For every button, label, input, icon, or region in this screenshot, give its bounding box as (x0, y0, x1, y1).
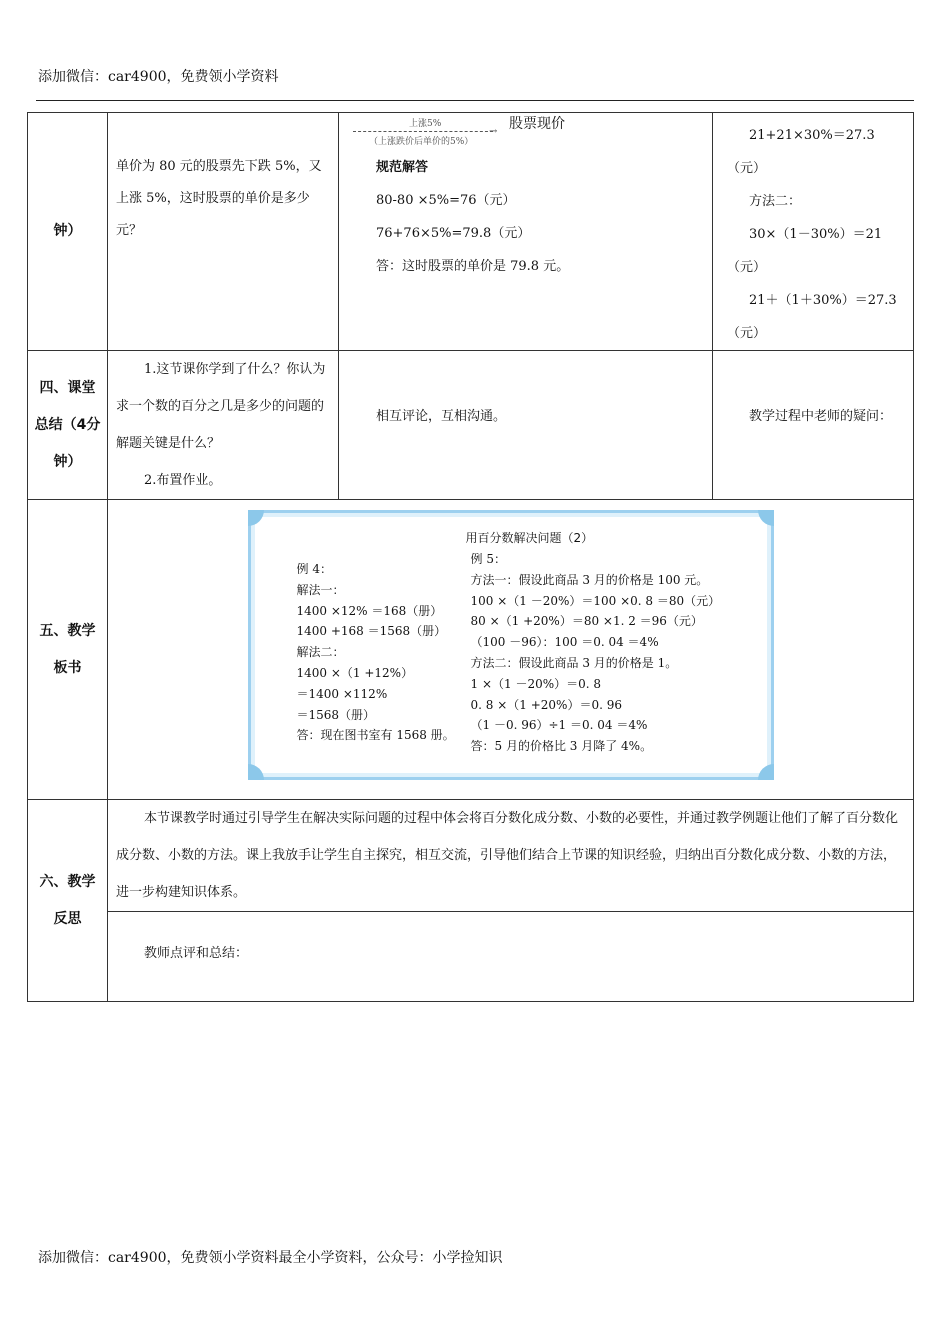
board-line: 100 ×（1 －20%）＝100 ×0. 8 ＝80（元） (470, 593, 721, 608)
board-line: ＝1568（册） (296, 707, 376, 722)
label-line: 板书 (53, 659, 82, 676)
arrow-bottom-label: （上涨跌价后单价的5%） (369, 137, 474, 147)
student-activity: 相互评论，互相沟通。 (376, 409, 507, 424)
reflection-cell (108, 800, 914, 912)
row2-label (28, 351, 108, 500)
corner-ornament (248, 764, 264, 780)
board-line: 1400 ×（1 +12%） (296, 665, 414, 680)
reflection-text: 本节课教学时通过引导学生在解决实际问题的过程中体会将百分数化成分数、小数的必要性，并通过教学例题让他们了解了百分数化成分数、小数的方法。课上我放手让学生自主探究，相互交流，引导他们结合上节课的知识经验，归纳出百分数化成分数、小数的方法，进一步构建知识体系。 (116, 811, 899, 900)
teacher-question: 教学过程中老师的疑问： (749, 409, 893, 424)
row1-col3 (713, 113, 914, 351)
board-line: （1 －0. 96）÷1 ＝0. 04 ＝4% (470, 718, 648, 733)
table-row (28, 500, 914, 800)
board-line: 解法一： (296, 582, 345, 597)
board-line: （100 －96）：100 ＝0. 04 ＝4% (470, 635, 659, 650)
solution-heading: 规范解答 (376, 160, 429, 175)
board-left-column (297, 559, 455, 746)
solution-line: 76+76×5%=79.8（元） (376, 226, 531, 241)
table-row (28, 800, 914, 912)
board-line: 答：现在图书室有 1568 册。 (296, 728, 455, 743)
method-line: 21+21×30%＝27.3（元） (727, 128, 875, 176)
arrow-diagram (339, 113, 712, 145)
problem-text: 单价为 80 元的股票先下跌 5%，又上涨 5%，这时股票的单价是多少元？ (116, 159, 322, 238)
method-heading: 方法二： (749, 194, 802, 209)
corner-ornament (758, 764, 774, 780)
row1-col1 (108, 113, 339, 351)
comment-text: 教师点评和总结： (144, 946, 249, 961)
header-text: 添加微信：car4900，免费领小学资料 (38, 69, 279, 85)
label-line: 四、课堂 (39, 379, 96, 396)
method-line: 21＋（1＋30%）＝27.3（元） (727, 293, 897, 341)
row2-col3 (713, 351, 914, 500)
row3-board-cell (108, 500, 914, 800)
arrow-top-label: 上涨5% (409, 119, 442, 129)
board-line: 80 ×（1 +20%）＝80 ×1. 2 ＝96（元） (470, 614, 703, 629)
label-line: 钟） (53, 453, 82, 470)
blackboard-image (248, 510, 774, 780)
board-line: ＝1400 ×112% (296, 686, 388, 701)
board-title: 用百分数解决问题（2） (465, 531, 594, 545)
comment-cell (108, 912, 914, 1002)
board-line: 0. 8 ×（1 +20%）＝0. 96 (470, 697, 622, 712)
solution-answer: 答：这时股票的单价是 79.8 元。 (376, 259, 570, 274)
board-line: 方法一：假设此商品 3 月的价格是 100 元。 (470, 572, 709, 587)
board-line: 解法二： (296, 645, 345, 660)
board-line: 答：5 月的价格比 3 月降了 4%。 (470, 739, 653, 754)
lesson-table (27, 112, 914, 1002)
header-rule (36, 100, 914, 101)
row1-col2 (339, 113, 713, 351)
solution-line: 80-80 ×5%=76（元） (376, 193, 516, 208)
row4-label (28, 800, 108, 1002)
label-line: 五、教学 (39, 622, 96, 639)
board-line: 1 ×（1 －20%）＝0. 8 (470, 676, 602, 691)
label-line: 总结（4分 (34, 416, 101, 433)
row2-col2 (339, 351, 713, 500)
board-line: 1400 ×12% ＝168（册） (296, 603, 443, 618)
label-line: 六、教学 (39, 873, 96, 890)
table-row (28, 351, 914, 500)
board-line: 例 5： (470, 552, 506, 566)
corner-ornament (248, 510, 264, 526)
board-right-column (471, 549, 721, 757)
table-row (28, 912, 914, 1002)
summary-question: 1.这节课你学到了什么？你认为求一个数的百分之几是多少的问题的解题关键是什么？ (116, 362, 326, 451)
homework-text: 2.布置作业。 (144, 473, 222, 488)
row2-col1 (108, 351, 339, 500)
arrow-icon: → (489, 126, 498, 137)
row1-label: 钟） (28, 113, 108, 351)
corner-ornament (758, 510, 774, 526)
footer-text: 添加微信：car4900，免费领小学资料最全小学资料，公众号：小学捡知识 (38, 1250, 503, 1266)
method-line: 30×（1－30%）＝21（元） (727, 227, 883, 275)
board-line: 1400 +168 ＝1568（册） (296, 624, 447, 639)
table-row (28, 113, 914, 351)
row3-label (28, 500, 108, 800)
label-line: 反思 (53, 910, 82, 927)
dashed-line (353, 131, 493, 132)
board-line: 例 4： (296, 562, 332, 576)
board-line: 方法二：假设此商品 3 月的价格是 1。 (470, 655, 678, 670)
arrow-end-label: 股票现价 (509, 116, 565, 132)
